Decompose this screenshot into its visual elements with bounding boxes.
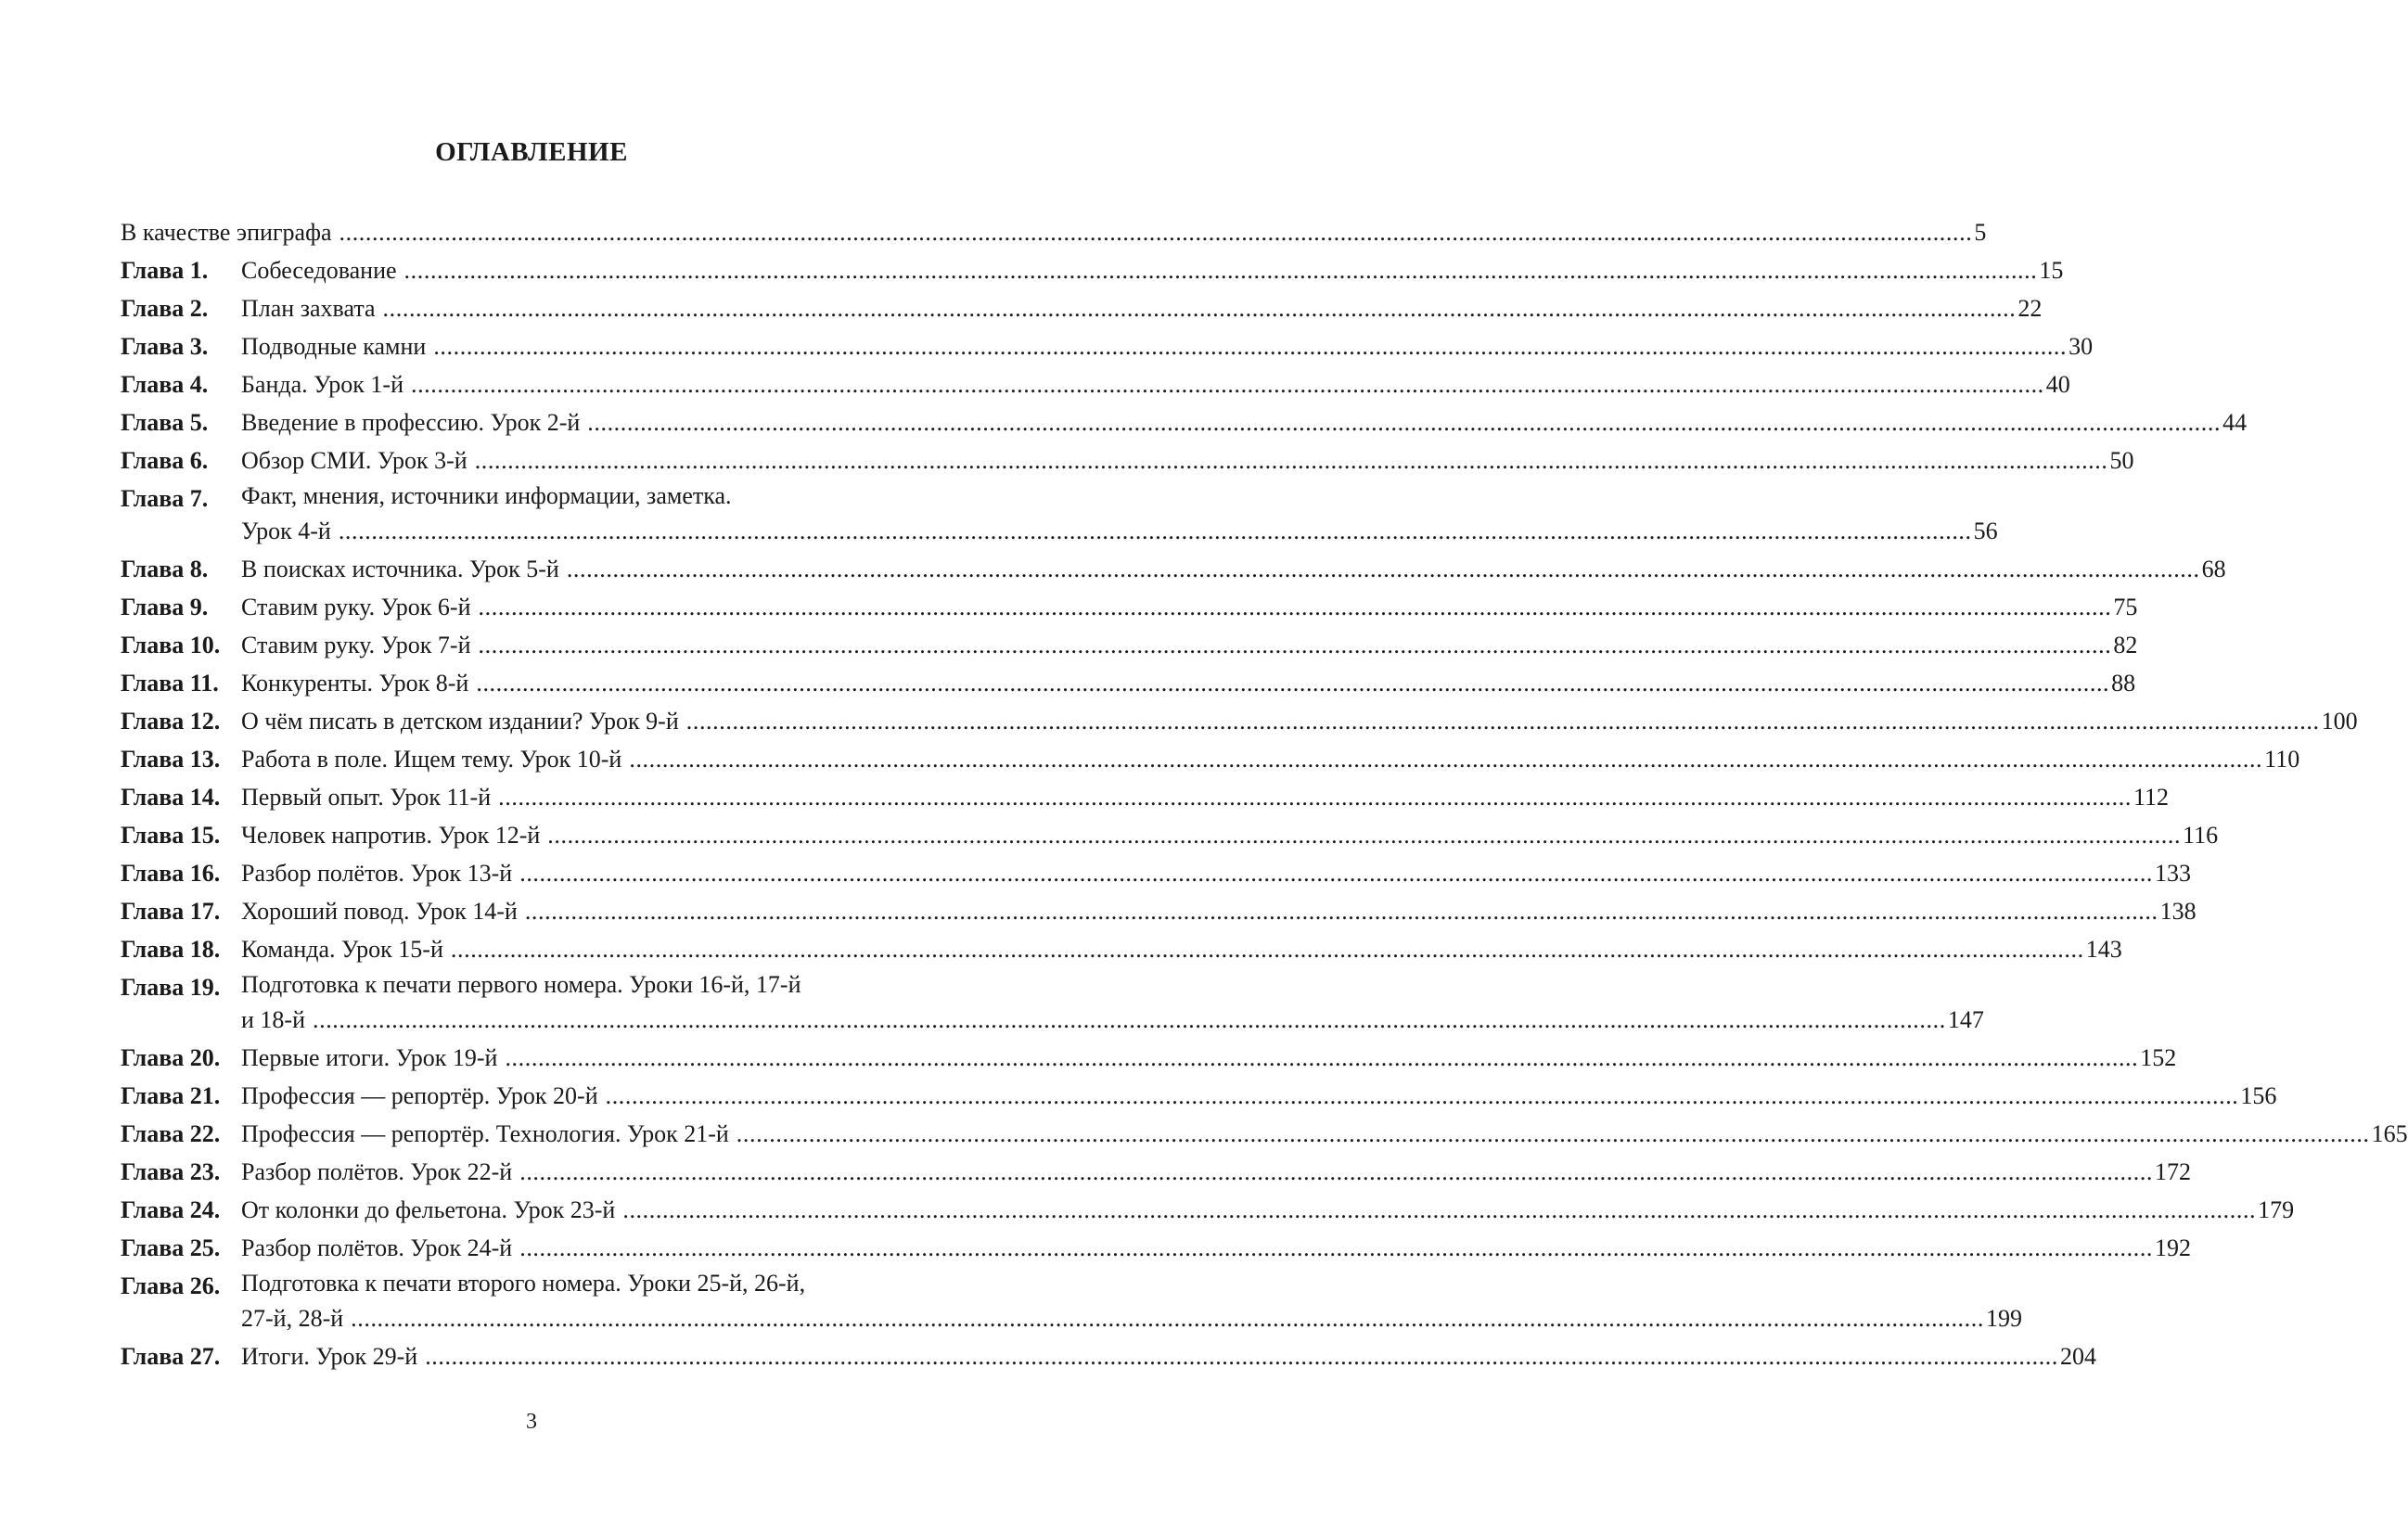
toc-entry-page: 110: [2264, 746, 2300, 773]
chapter-label: Глава 13.: [121, 746, 221, 773]
chapter-label: Глава 18.: [121, 936, 221, 963]
toc-entry[interactable]: [121, 702, 2358, 740]
dot-leader: [498, 778, 2132, 816]
toc-entry-title: Разбор полётов. Урок 24-й: [241, 1234, 513, 1261]
chapter-label: Глава 20.: [121, 1044, 221, 1071]
toc-entry-title: Первый опыт. Урок 11-й: [241, 784, 492, 811]
toc-entry-page: 112: [2133, 784, 2169, 811]
chapter-label: Глава 14.: [121, 784, 221, 811]
dot-leader: [351, 1299, 1984, 1337]
toc-entry-page: 172: [2155, 1158, 2192, 1185]
toc-entry-page: 68: [2201, 556, 2226, 582]
toc-entry-title-line2: 27-й, 28-й: [241, 1305, 344, 1332]
chapter-label: Глава 25.: [121, 1234, 221, 1261]
toc-entry-title: Собеседование: [241, 257, 397, 284]
toc-entry-page: 192: [2155, 1234, 2192, 1261]
dot-leader: [383, 289, 2017, 327]
chapter-label: Глава 6.: [121, 447, 209, 474]
toc-entry[interactable]: [121, 1077, 2277, 1115]
dot-leader: [567, 550, 2200, 588]
toc-entry[interactable]: [121, 892, 2197, 930]
page-number: 3: [526, 1410, 537, 1434]
toc-entry-title: В поисках источника. Урок 5-й: [241, 556, 559, 582]
chapter-label: Глава 10.: [121, 632, 221, 658]
chapter-label: Глава 19.: [121, 974, 221, 1001]
chapter-label: Глава 7.: [121, 485, 209, 512]
chapter-label: Глава 16.: [121, 860, 221, 887]
toc-entry-page: 5: [1974, 219, 1987, 246]
toc-entry-page: 147: [1947, 1006, 1984, 1033]
toc-entry-title-line2: Урок 4-й: [241, 518, 331, 544]
toc-entry[interactable]: [121, 626, 2138, 664]
toc-entry-page: 50: [2109, 447, 2134, 474]
toc-entry[interactable]: [121, 365, 2070, 403]
dot-leader: [425, 1337, 2058, 1375]
toc-entry[interactable]: [121, 289, 2043, 327]
toc-entry-title: Банда. Урок 1-й: [241, 371, 403, 398]
dot-leader: [313, 1001, 1946, 1039]
toc-entry[interactable]: [121, 930, 2122, 968]
dot-leader: [339, 213, 1973, 251]
toc-entry-title: Подводные камни: [241, 333, 427, 360]
toc-entry[interactable]: [121, 251, 2064, 289]
toc-entry-epigraph[interactable]: [121, 213, 1987, 251]
toc-entry-page: 199: [1985, 1305, 2022, 1332]
toc-entry-title: Команда. Урок 15-й: [241, 936, 443, 963]
toc-entry-page: 40: [2045, 371, 2070, 398]
toc-entry[interactable]: [121, 327, 2094, 365]
dot-leader: [476, 664, 2109, 702]
table-of-contents: [121, 213, 2408, 1375]
toc-entry[interactable]: [121, 664, 2136, 702]
toc-entry[interactable]: [121, 588, 2138, 626]
toc-entry[interactable]: [121, 968, 1984, 1039]
dot-leader: [622, 1191, 2256, 1229]
toc-entry-title: Разбор полётов. Урок 22-й: [241, 1158, 513, 1185]
dot-leader: [451, 930, 2084, 968]
chapter-label: Глава 27.: [121, 1343, 221, 1370]
toc-entry-page: 138: [2159, 898, 2197, 925]
toc-entry[interactable]: [121, 550, 2226, 588]
toc-entry[interactable]: [121, 1337, 2097, 1375]
toc-entry[interactable]: [121, 854, 2192, 892]
toc-entry[interactable]: [121, 1267, 2022, 1337]
toc-entry-page: 15: [2039, 257, 2064, 284]
toc-entry-page: 100: [2321, 708, 2358, 735]
toc-entry-page: 30: [2069, 333, 2094, 360]
dot-leader: [505, 1039, 2138, 1077]
toc-entry-title-line1: Подготовка к печати первого номера. Уроки 16-й, 17-й: [241, 971, 801, 998]
toc-entry[interactable]: [121, 1153, 2192, 1191]
dot-leader: [519, 1229, 2153, 1267]
toc-entry-title: Итоги. Урок 29-й: [241, 1343, 418, 1370]
dot-leader: [525, 892, 2158, 930]
dot-leader: [606, 1077, 2239, 1115]
dot-leader: [547, 816, 2181, 854]
chapter-label: Глава 5.: [121, 409, 209, 436]
chapter-label: Глава 26.: [121, 1272, 221, 1299]
toc-entry-title: Первые итоги. Урок 19-й: [241, 1044, 498, 1071]
toc-entry-title: Работа в поле. Ищем тему. Урок 10-й: [241, 746, 622, 773]
toc-entry-page: 22: [2017, 295, 2043, 322]
chapter-label: Глава 9.: [121, 594, 209, 620]
dot-leader: [736, 1115, 2370, 1153]
toc-entry-page: 143: [2085, 936, 2122, 963]
dot-leader: [475, 441, 2108, 479]
toc-entry-title-line1: Подготовка к печати второго номера. Уроки 25-й, 26-й,: [241, 1270, 806, 1297]
toc-entry-title: План захвата: [241, 295, 376, 322]
toc-entry-title-line1: Факт, мнения, источники информации, заметка.: [241, 482, 732, 509]
toc-entry-page: 204: [2060, 1343, 2097, 1370]
dot-leader: [519, 1153, 2153, 1191]
toc-entry-title: От колонки до фельетона. Урок 23-й: [241, 1196, 616, 1223]
toc-entry-page: 75: [2113, 594, 2138, 620]
page-title: ОГЛАВЛЕНИЕ: [435, 137, 628, 167]
toc-entry-title: Ставим руку. Урок 6-й: [241, 594, 471, 620]
toc-entry[interactable]: [121, 479, 1998, 550]
toc-entry-page: 165: [2371, 1120, 2408, 1147]
chapter-label: Глава 2.: [121, 295, 209, 322]
toc-entry-page: 88: [2111, 670, 2136, 697]
toc-entry-page: 116: [2183, 822, 2219, 849]
dot-leader: [686, 702, 2320, 740]
dot-leader: [479, 626, 2112, 664]
toc-entry[interactable]: [121, 816, 2219, 854]
toc-entry-title: Профессия — репортёр. Технология. Урок 21-й: [241, 1120, 729, 1147]
chapter-label: Глава 11.: [121, 670, 219, 697]
chapter-label: Глава 23.: [121, 1158, 221, 1185]
toc-entry-page: 82: [2113, 632, 2138, 658]
toc-entry-title: Человек напротив. Урок 12-й: [241, 822, 541, 849]
dot-leader: [587, 403, 2221, 441]
toc-entry-page: 44: [2222, 409, 2248, 436]
toc-entry-page: 152: [2140, 1044, 2177, 1071]
chapter-label: Глава 12.: [121, 708, 221, 735]
toc-entry-page: 156: [2240, 1082, 2277, 1109]
toc-entry[interactable]: [121, 1191, 2295, 1229]
toc-entry[interactable]: [121, 403, 2248, 441]
chapter-label: Глава 4.: [121, 371, 209, 398]
toc-entry[interactable]: [121, 778, 2169, 816]
chapter-label: Глава 17.: [121, 898, 221, 925]
toc-entry-title: О чём писать в детском издании? Урок 9-й: [241, 708, 679, 735]
chapter-label: Глава 3.: [121, 333, 209, 360]
toc-entry-title: В качестве эпиграфа: [121, 219, 332, 246]
toc-entry-title: Профессия — репортёр. Урок 20-й: [241, 1082, 598, 1109]
toc-entry[interactable]: [121, 1229, 2192, 1267]
chapter-label: Глава 24.: [121, 1196, 221, 1223]
toc-entry[interactable]: [121, 441, 2134, 479]
toc-entry[interactable]: [121, 1115, 2408, 1153]
toc-entry[interactable]: [121, 1039, 2177, 1077]
toc-entry-title: Хороший повод. Урок 14-й: [241, 898, 518, 925]
toc-entry-title: Введение в профессию. Урок 2-й: [241, 409, 581, 436]
toc-entry[interactable]: [121, 740, 2300, 778]
dot-leader: [519, 854, 2153, 892]
chapter-label: Глава 1.: [121, 257, 209, 284]
toc-entry-page: 133: [2155, 860, 2192, 887]
toc-entry-title: Обзор СМИ. Урок 3-й: [241, 447, 468, 474]
toc-entry-title: Ставим руку. Урок 7-й: [241, 632, 471, 658]
dot-leader: [433, 327, 2067, 365]
chapter-label: Глава 15.: [121, 822, 221, 849]
dot-leader: [479, 588, 2112, 626]
toc-entry-title: Разбор полётов. Урок 13-й: [241, 860, 513, 887]
toc-entry-page: 179: [2258, 1196, 2295, 1223]
dot-leader: [404, 251, 2038, 289]
dot-leader: [339, 512, 1972, 550]
chapter-label: Глава 8.: [121, 556, 209, 582]
dot-leader: [629, 740, 2262, 778]
chapter-label: Глава 22.: [121, 1120, 221, 1147]
chapter-label: Глава 21.: [121, 1082, 221, 1109]
toc-entry-page: 56: [1973, 518, 1998, 544]
dot-leader: [411, 365, 2044, 403]
toc-entry-title: Конкуренты. Урок 8-й: [241, 670, 469, 697]
toc-entry-title-line2: и 18-й: [241, 1006, 305, 1033]
